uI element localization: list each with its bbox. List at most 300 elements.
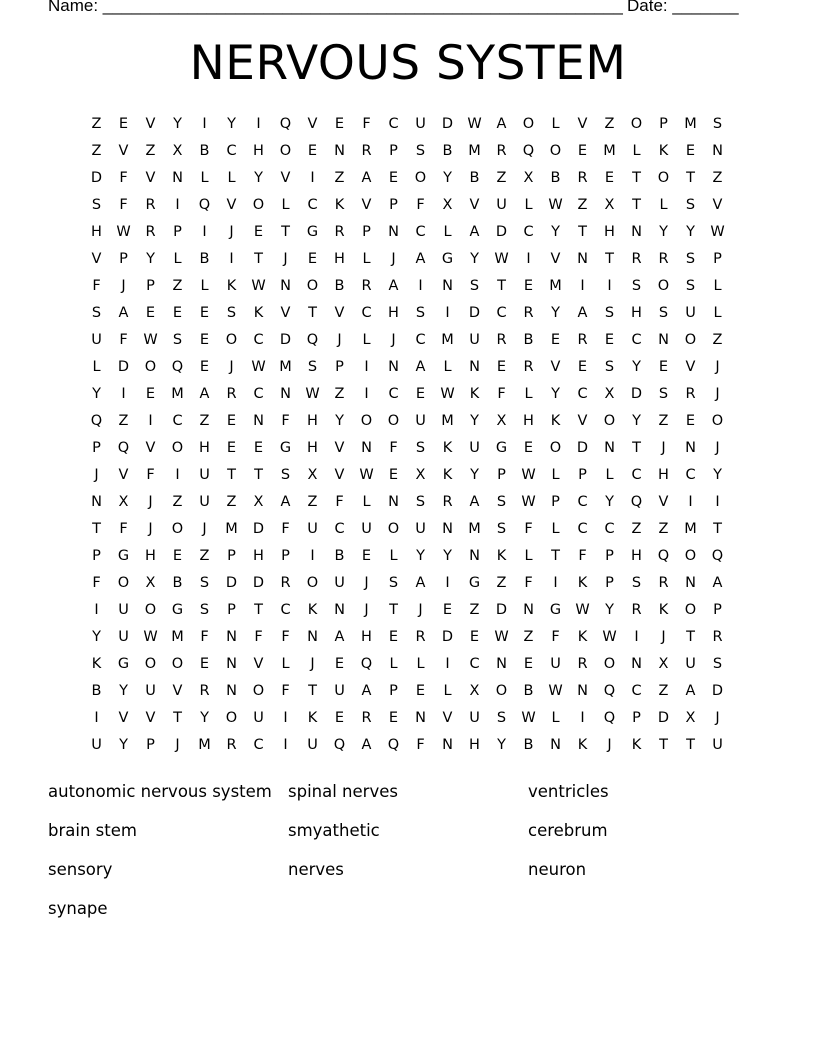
grid-letter: L xyxy=(605,467,614,483)
grid-letter: F xyxy=(146,467,155,483)
grid-letter: X xyxy=(604,386,615,402)
grid-letter: Z xyxy=(226,494,237,510)
grid-letter: S xyxy=(631,575,642,591)
grid-letter: Y xyxy=(686,224,695,240)
grid-letter: S xyxy=(91,197,102,213)
grid-letter: C xyxy=(631,683,642,699)
grid-letter: E xyxy=(334,116,345,132)
grid-letter: R xyxy=(658,251,669,267)
grid-letter: O xyxy=(117,575,130,591)
grid-row xyxy=(83,435,733,462)
grid-letter: L xyxy=(659,197,668,213)
grid-letter: N xyxy=(172,170,183,186)
grid-letter: D xyxy=(441,116,454,132)
grid-letter: P xyxy=(281,548,290,564)
grid-letter: A xyxy=(361,683,372,699)
grid-letter: L xyxy=(200,170,209,186)
grid-letter: O xyxy=(225,710,238,726)
grid-letter: Q xyxy=(306,332,319,348)
grid-letter: Y xyxy=(470,467,479,483)
grid-letter: V xyxy=(226,197,237,213)
grid-letter: N xyxy=(577,683,588,699)
name-field-line: Name: _______________________________________________________ xyxy=(48,0,623,15)
grid-letter: V xyxy=(280,170,291,186)
grid-letter: I xyxy=(526,251,531,267)
grid-letter: J xyxy=(364,602,369,618)
grid-letter: S xyxy=(415,440,426,456)
grid-letter: N xyxy=(388,494,399,510)
grid-letter: V xyxy=(469,197,480,213)
grid-letter: X xyxy=(172,143,183,159)
grid-letter: C xyxy=(577,521,588,537)
grid-letter: B xyxy=(334,548,345,564)
grid-letter: U xyxy=(415,116,426,132)
grid-letter: D xyxy=(225,575,238,591)
grid-letter: R xyxy=(523,359,534,375)
grid-letter: S xyxy=(712,116,723,132)
grid-letter: M xyxy=(549,278,562,294)
grid-letter: V xyxy=(577,413,588,429)
grid-letter: U xyxy=(415,521,426,537)
grid-letter: R xyxy=(361,278,372,294)
grid-letter: N xyxy=(334,143,345,159)
grid-letter: O xyxy=(549,440,562,456)
grid-letter: Z xyxy=(145,143,156,159)
grid-letter: E xyxy=(604,332,615,348)
grid-letter: P xyxy=(713,251,722,267)
grid-letter: P xyxy=(497,467,506,483)
grid-letter: Y xyxy=(416,548,425,564)
grid-letter: T xyxy=(551,548,560,564)
grid-letter: E xyxy=(199,656,210,672)
word-search-grid xyxy=(83,111,733,759)
grid-letter: A xyxy=(334,629,345,645)
grid-row xyxy=(83,624,733,651)
grid-letter: O xyxy=(144,359,157,375)
grid-letter: K xyxy=(442,467,453,483)
grid-letter: Z xyxy=(91,143,102,159)
grid-letter: S xyxy=(685,197,696,213)
grid-letter: P xyxy=(146,737,155,753)
grid-letter: U xyxy=(91,737,102,753)
grid-letter: Q xyxy=(279,116,292,132)
grid-letter: P xyxy=(389,143,398,159)
grid-letter: K xyxy=(577,629,588,645)
grid-letter: V xyxy=(145,440,156,456)
grid-letter: X xyxy=(604,197,615,213)
grid-letter: P xyxy=(227,602,236,618)
grid-row xyxy=(83,462,733,489)
grid-letter: S xyxy=(415,143,426,159)
grid-letter: Q xyxy=(603,710,616,726)
grid-letter: X xyxy=(415,467,426,483)
grid-letter: N xyxy=(685,575,696,591)
grid-letter: Y xyxy=(227,116,236,132)
grid-letter: V xyxy=(334,305,345,321)
grid-letter: U xyxy=(685,656,696,672)
grid-letter: B xyxy=(172,575,183,591)
word-list-item: neuron xyxy=(528,860,587,879)
grid-letter: Z xyxy=(172,494,183,510)
grid-letter: K xyxy=(658,143,669,159)
grid-letter: G xyxy=(171,602,184,618)
grid-letter: N xyxy=(226,629,237,645)
grid-letter: E xyxy=(253,440,264,456)
grid-letter: R xyxy=(577,170,588,186)
grid-letter: F xyxy=(119,332,128,348)
grid-letter: P xyxy=(119,251,128,267)
grid-letter: I xyxy=(283,710,288,726)
grid-row xyxy=(83,651,733,678)
grid-letter: Y xyxy=(92,386,101,402)
grid-row xyxy=(83,570,733,597)
grid-letter: Y xyxy=(173,116,182,132)
grid-letter: G xyxy=(117,656,130,672)
grid-letter: S xyxy=(604,359,615,375)
grid-letter: N xyxy=(442,278,453,294)
grid-letter: O xyxy=(171,521,184,537)
grid-letter: N xyxy=(712,143,723,159)
grid-letter: E xyxy=(145,386,156,402)
grid-letter: R xyxy=(577,332,588,348)
grid-letter: P xyxy=(389,683,398,699)
grid-letter: W xyxy=(440,386,455,402)
grid-letter: I xyxy=(364,359,369,375)
grid-letter: C xyxy=(523,224,534,240)
grid-row xyxy=(83,111,733,138)
grid-letter: U xyxy=(685,305,696,321)
grid-letter: B xyxy=(199,251,210,267)
grid-letter: L xyxy=(362,494,371,510)
grid-letter: W xyxy=(602,629,617,645)
grid-letter: U xyxy=(199,494,210,510)
grid-letter: P xyxy=(227,548,236,564)
grid-letter: K xyxy=(577,575,588,591)
grid-letter: C xyxy=(226,143,237,159)
grid-row xyxy=(83,246,733,273)
word-list-item: ventricles xyxy=(528,782,609,801)
grid-letter: P xyxy=(335,359,344,375)
grid-letter: N xyxy=(604,440,615,456)
grid-letter: F xyxy=(416,737,425,753)
grid-letter: F xyxy=(389,440,398,456)
grid-letter: Q xyxy=(603,683,616,699)
grid-letter: L xyxy=(524,197,533,213)
grid-letter: Q xyxy=(387,737,400,753)
grid-letter: R xyxy=(496,143,507,159)
grid-letter: U xyxy=(469,440,480,456)
grid-letter: S xyxy=(91,305,102,321)
grid-letter: K xyxy=(91,656,102,672)
grid-letter: D xyxy=(441,629,454,645)
word-list-item: smyathetic xyxy=(288,821,380,840)
grid-row xyxy=(83,678,733,705)
grid-letter: U xyxy=(469,710,480,726)
grid-letter: I xyxy=(364,386,369,402)
grid-letter: Y xyxy=(443,170,452,186)
grid-letter: H xyxy=(658,467,669,483)
grid-letter: B xyxy=(442,143,453,159)
grid-letter: U xyxy=(415,413,426,429)
grid-letter: X xyxy=(118,494,129,510)
grid-letter: C xyxy=(577,386,588,402)
grid-letter: E xyxy=(388,629,399,645)
grid-letter: F xyxy=(524,575,533,591)
grid-letter: Z xyxy=(118,413,129,429)
grid-letter: B xyxy=(523,737,534,753)
grid-letter: R xyxy=(577,656,588,672)
grid-letter: C xyxy=(604,521,615,537)
grid-letter: Z xyxy=(496,170,507,186)
grid-letter: C xyxy=(631,467,642,483)
grid-letter: M xyxy=(468,143,481,159)
grid-letter: H xyxy=(361,629,372,645)
grid-letter: J xyxy=(607,737,612,753)
grid-letter: L xyxy=(200,278,209,294)
grid-letter: O xyxy=(387,521,400,537)
grid-letter: E xyxy=(604,170,615,186)
grid-letter: V xyxy=(712,197,723,213)
grid-letter: Y xyxy=(497,737,506,753)
grid-letter: C xyxy=(253,737,264,753)
grid-letter: Q xyxy=(333,737,346,753)
grid-letter: D xyxy=(252,575,265,591)
grid-letter: J xyxy=(391,251,396,267)
grid-letter: O xyxy=(387,413,400,429)
grid-letter: C xyxy=(307,197,318,213)
grid-letter: H xyxy=(199,440,210,456)
grid-letter: I xyxy=(688,494,693,510)
grid-letter: Z xyxy=(199,548,210,564)
grid-letter: W xyxy=(521,467,536,483)
grid-letter: D xyxy=(630,386,643,402)
grid-letter: N xyxy=(631,656,642,672)
grid-letter: S xyxy=(415,305,426,321)
grid-letter: M xyxy=(171,629,184,645)
grid-row xyxy=(83,192,733,219)
grid-letter: L xyxy=(713,278,722,294)
grid-letter: V xyxy=(658,494,669,510)
grid-letter: M xyxy=(468,521,481,537)
grid-letter: D xyxy=(90,170,103,186)
grid-letter: C xyxy=(631,332,642,348)
grid-letter: Q xyxy=(711,548,724,564)
grid-letter: F xyxy=(524,521,533,537)
grid-letter: R xyxy=(442,494,453,510)
grid-letter: A xyxy=(685,683,696,699)
grid-letter: J xyxy=(661,629,666,645)
grid-letter: I xyxy=(715,494,720,510)
grid-letter: I xyxy=(445,656,450,672)
grid-letter: H xyxy=(253,548,264,564)
grid-letter: V xyxy=(685,359,696,375)
grid-letter: L xyxy=(281,197,290,213)
grid-letter: T xyxy=(632,440,641,456)
grid-letter: B xyxy=(199,143,210,159)
grid-row xyxy=(83,705,733,732)
grid-row xyxy=(83,381,733,408)
grid-letter: H xyxy=(307,413,318,429)
grid-letter: T xyxy=(254,251,263,267)
grid-letter: Q xyxy=(360,656,373,672)
grid-letter: I xyxy=(229,251,234,267)
grid-letter: I xyxy=(148,413,153,429)
grid-letter: S xyxy=(685,251,696,267)
grid-letter: V xyxy=(334,440,345,456)
grid-letter: E xyxy=(550,332,561,348)
grid-letter: C xyxy=(172,413,183,429)
grid-letter: D xyxy=(279,332,292,348)
grid-letter: U xyxy=(91,332,102,348)
grid-letter: T xyxy=(497,278,506,294)
grid-letter: F xyxy=(119,197,128,213)
grid-letter: V xyxy=(442,710,453,726)
grid-letter: N xyxy=(469,548,480,564)
grid-letter: I xyxy=(121,386,126,402)
grid-letter: N xyxy=(523,602,534,618)
grid-letter: E xyxy=(523,440,534,456)
grid-letter: E xyxy=(199,359,210,375)
grid-letter: E xyxy=(388,170,399,186)
word-list-item: synape xyxy=(48,899,108,918)
grid-letter: P xyxy=(389,197,398,213)
grid-letter: O xyxy=(414,170,427,186)
grid-letter: U xyxy=(199,467,210,483)
grid-letter: E xyxy=(415,683,426,699)
grid-letter: S xyxy=(658,386,669,402)
grid-letter: N xyxy=(685,440,696,456)
grid-row xyxy=(83,408,733,435)
grid-letter: R xyxy=(145,224,156,240)
word-list-item: autonomic nervous system xyxy=(48,782,272,801)
grid-letter: J xyxy=(202,521,207,537)
grid-letter: I xyxy=(94,602,99,618)
grid-letter: T xyxy=(173,710,182,726)
grid-letter: J xyxy=(661,440,666,456)
grid-letter: A xyxy=(361,737,372,753)
grid-letter: J xyxy=(391,332,396,348)
grid-letter: N xyxy=(442,737,453,753)
grid-letter: Y xyxy=(92,629,101,645)
date-field-line: Date: _______ xyxy=(627,0,739,15)
grid-letter: B xyxy=(91,683,102,699)
grid-letter: M xyxy=(603,143,616,159)
grid-letter: S xyxy=(199,575,210,591)
grid-letter: D xyxy=(495,602,508,618)
grid-letter: S xyxy=(415,494,426,510)
grid-letter: I xyxy=(580,710,585,726)
grid-letter: Z xyxy=(91,116,102,132)
grid-letter: Q xyxy=(117,440,130,456)
grid-letter: I xyxy=(94,710,99,726)
grid-letter: J xyxy=(418,602,423,618)
grid-letter: S xyxy=(658,305,669,321)
grid-letter: H xyxy=(604,224,615,240)
grid-letter: W xyxy=(521,494,536,510)
grid-letter: T xyxy=(254,602,263,618)
grid-letter: O xyxy=(711,413,724,429)
grid-letter: C xyxy=(469,656,480,672)
grid-letter: T xyxy=(632,170,641,186)
grid-letter: Q xyxy=(630,494,643,510)
grid-letter: I xyxy=(607,278,612,294)
grid-letter: M xyxy=(441,332,454,348)
grid-letter: Z xyxy=(469,602,480,618)
grid-letter: G xyxy=(549,602,562,618)
grid-letter: U xyxy=(334,575,345,591)
grid-letter: L xyxy=(389,548,398,564)
grid-letter: A xyxy=(280,494,291,510)
grid-letter: N xyxy=(496,656,507,672)
grid-letter: M xyxy=(441,413,454,429)
grid-row xyxy=(83,516,733,543)
grid-letter: E xyxy=(496,359,507,375)
grid-letter: Y xyxy=(119,737,128,753)
grid-letter: S xyxy=(496,710,507,726)
grid-letter: Z xyxy=(658,521,669,537)
grid-letter: U xyxy=(361,521,372,537)
grid-letter: S xyxy=(685,278,696,294)
grid-letter: K xyxy=(550,413,561,429)
grid-letter: I xyxy=(553,575,558,591)
grid-letter: T xyxy=(281,224,290,240)
grid-letter: A xyxy=(388,278,399,294)
grid-letter: W xyxy=(116,224,131,240)
grid-row xyxy=(83,543,733,570)
grid-letter: W xyxy=(143,629,158,645)
grid-letter: X xyxy=(469,683,480,699)
grid-letter: V xyxy=(334,467,345,483)
grid-letter: O xyxy=(252,683,265,699)
grid-letter: T xyxy=(686,629,695,645)
grid-letter: E xyxy=(577,143,588,159)
grid-letter: A xyxy=(415,575,426,591)
grid-letter: T xyxy=(578,224,587,240)
grid-letter: Q xyxy=(522,143,535,159)
grid-letter: C xyxy=(415,224,426,240)
grid-letter: K xyxy=(469,386,480,402)
grid-letter: U xyxy=(118,629,129,645)
grid-letter: R xyxy=(226,737,237,753)
grid-letter: N xyxy=(253,413,264,429)
grid-letter: U xyxy=(307,737,318,753)
grid-letter: Z xyxy=(604,116,615,132)
grid-letter: F xyxy=(551,629,560,645)
grid-letter: D xyxy=(117,359,130,375)
grid-letter: F xyxy=(119,521,128,537)
grid-letter: U xyxy=(307,521,318,537)
grid-letter: O xyxy=(522,116,535,132)
grid-letter: H xyxy=(388,305,399,321)
grid-letter: P xyxy=(659,116,668,132)
grid-letter: F xyxy=(119,170,128,186)
grid-letter: C xyxy=(415,332,426,348)
grid-letter: X xyxy=(496,413,507,429)
grid-letter: Y xyxy=(659,224,668,240)
grid-letter: U xyxy=(469,332,480,348)
grid-letter: V xyxy=(280,305,291,321)
grid-letter: U xyxy=(145,683,156,699)
grid-letter: R xyxy=(496,332,507,348)
grid-letter: M xyxy=(171,386,184,402)
grid-letter: Y xyxy=(146,251,155,267)
grid-letter: N xyxy=(280,386,291,402)
grid-letter: W xyxy=(548,197,563,213)
grid-letter: C xyxy=(334,521,345,537)
grid-letter: F xyxy=(497,386,506,402)
grid-letter: N xyxy=(280,278,291,294)
grid-letter: S xyxy=(388,575,399,591)
